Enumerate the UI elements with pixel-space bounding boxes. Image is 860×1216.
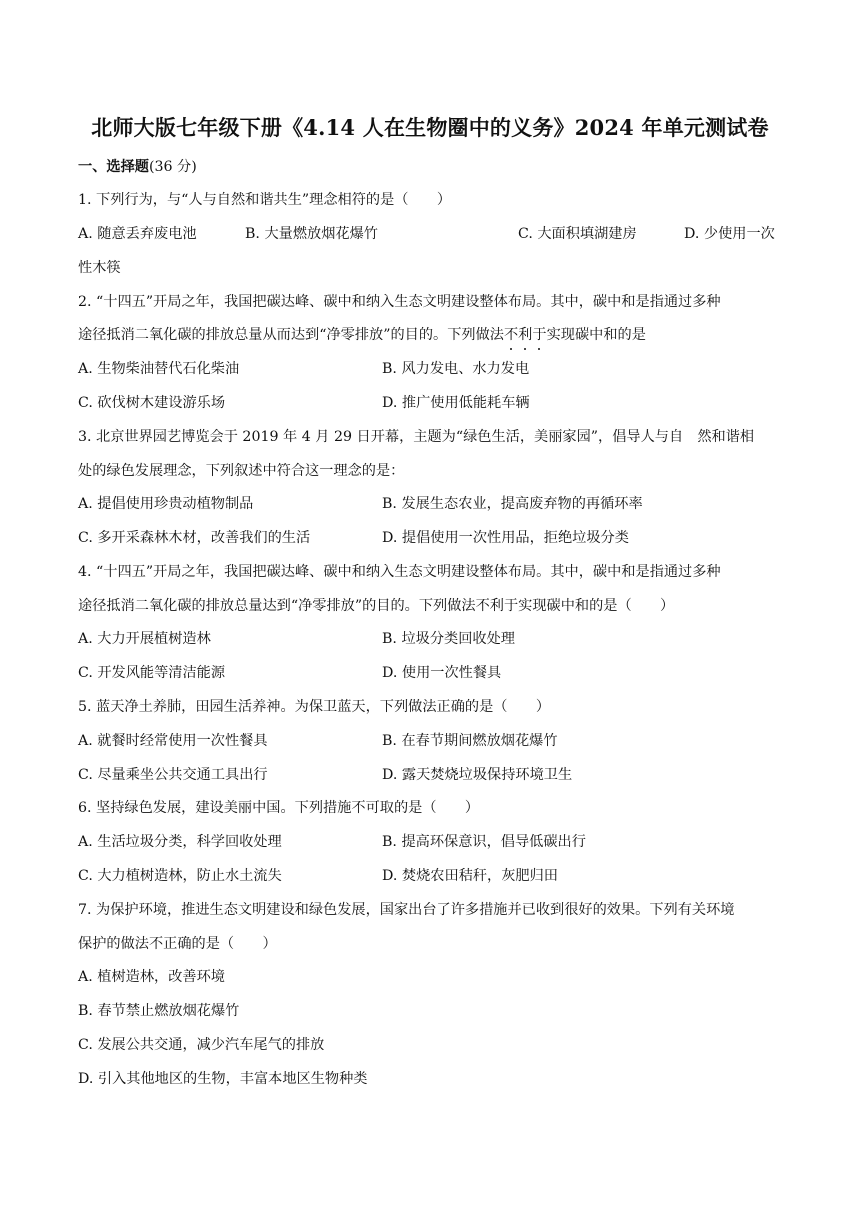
question-2-option-d: D. 推广使用低能耗车辆	[382, 395, 530, 411]
page-title: 北师大版七年级下册《4.14 人在生物圈中的义务》2024 年单元测试卷	[91, 115, 769, 140]
question-2-option-c: C. 砍伐树木建设游乐场	[78, 395, 226, 411]
question-1-option-a: A. 随意丢弃废电池	[78, 226, 197, 242]
question-2-stem-line-2	[78, 325, 646, 345]
question-5-stem: 5. 蓝天净土养肺，田园生活养神。为保卫蓝天，下列做法正确的是（ ）	[78, 699, 551, 715]
question-4-stem-line-2: 途径抵消二氧化碳的排放总量达到“净零排放”的目的。下列做法不利于实现碳中和的是（ ）	[78, 598, 675, 614]
question-1-stem: 1. 下列行为，与“人与自然和谐共生”理念相符的是（ ）	[78, 192, 452, 208]
question-2-stem-text: 途径抵消二氧化碳的排放总量从而达到“净零排放”的目的。下列做法	[78, 327, 504, 343]
question-7-option-c: C. 发展公共交通，减少汽车尾气的排放	[78, 1037, 325, 1053]
question-3-option-d: D. 提倡使用一次性用品，拒绝垃圾分类	[382, 530, 629, 546]
section-heading	[78, 157, 197, 177]
question-3-option-a: A. 提倡使用珍贵动植物制品	[78, 496, 254, 512]
question-6-option-b: B. 提高环保意识，倡导低碳出行	[382, 834, 586, 850]
question-7-stem-line-1: 7. 为保护环境，推进生态文明建设和绿色发展，国家出台了许多措施并已收到很好的效果。下列有关环境	[78, 902, 735, 918]
question-1-option-b: B. 大量燃放烟花爆竹	[245, 226, 378, 242]
question-1-option-c: C. 大面积填湖建房	[518, 226, 637, 242]
question-6-option-a: A. 生活垃圾分类，科学回收处理	[78, 834, 282, 850]
question-4-option-a: A. 大力开展植树造林	[78, 631, 211, 647]
question-3-stem-line-1: 3. 北京世界园艺博览会于 2019 年 4 月 29 日开幕，主题为“绿色生活，美丽家园”，倡导人与自 然和谐相	[78, 429, 755, 445]
emphasis-not-beneficial: 不利于	[503, 327, 547, 343]
question-6-stem: 6. 坚持绿色发展，建设美丽中国。下列措施不可取的是（ ）	[78, 800, 480, 816]
question-4-option-d: D. 使用一次性餐具	[382, 665, 502, 681]
question-4-option-c: C. 开发风能等清洁能源	[78, 665, 226, 681]
question-4-option-b: B. 垃圾分类回收处理	[382, 631, 515, 647]
question-2-option-b: B. 风力发电、水力发电	[382, 361, 530, 377]
question-6-option-c: C. 大力植树造林，防止水土流失	[78, 868, 282, 884]
question-7-option-a: A. 植树造林，改善环境	[78, 969, 225, 985]
question-1-option-d-continued: 性木筷	[78, 260, 121, 276]
question-5-option-b: B. 在春节期间燃放烟花爆竹	[382, 733, 558, 749]
question-2-stem-line-1: 2. “十四五”开局之年，我国把碳达峰、碳中和纳入生态文明建设整体布局。其中，碳中和是指通过多种	[78, 294, 721, 310]
question-7-option-b: B. 春节禁止燃放烟花爆竹	[78, 1003, 240, 1019]
question-1-option-d: D. 少使用一次	[684, 226, 775, 242]
question-3-option-c: C. 多开采森林木材，改善我们的生活	[78, 530, 311, 546]
question-7-option-d: D. 引入其他地区的生物，丰富本地区生物种类	[78, 1071, 368, 1087]
question-5-option-c: C. 尽量乘坐公共交通工具出行	[78, 767, 268, 783]
section-points: (36 分)	[148, 159, 197, 175]
question-3-option-b: B. 发展生态农业，提高废弃物的再循环率	[382, 496, 643, 512]
question-7-stem-line-2: 保护的做法不正确的是（ ）	[78, 936, 277, 952]
question-4-stem-line-1: 4. “十四五”开局之年，我国把碳达峰、碳中和纳入生态文明建设整体布局。其中，碳中和是指通过多种	[78, 564, 721, 580]
question-5-option-d: D. 露天焚烧垃圾保持环境卫生	[382, 767, 573, 783]
question-2-stem-text-end: 实现碳中和的是	[546, 327, 646, 343]
question-5-option-a: A. 就餐时经常使用一次性餐具	[78, 733, 268, 749]
question-2-option-a: A. 生物柴油替代石化柴油	[78, 361, 240, 377]
section-label: 一、选择题	[78, 159, 149, 175]
question-3-stem-line-2: 处的绿色发展理念，下列叙述中符合这一理念的是：	[78, 463, 405, 479]
question-6-option-d: D. 焚烧农田秸秆，灰肥归田	[382, 868, 558, 884]
